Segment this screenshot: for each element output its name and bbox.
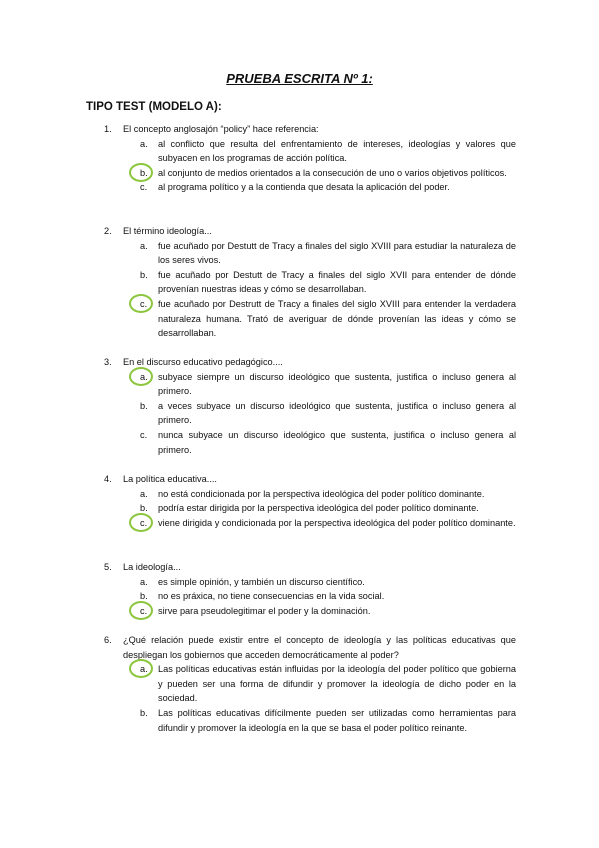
selected-answer-circle [129,163,153,182]
question-5 [104,560,516,618]
selected-answer-circle [129,294,153,313]
option-text: viene dirigida y condicionada por la perspectiva ideológica del poder político dominante. [158,517,516,528]
section-title: TIPO TEST (MODELO A): [86,101,222,113]
option-3a [140,370,516,399]
option-text: es simple opinión, y también un discurso científico. [158,576,365,587]
question-number: 6. [104,635,112,645]
question-text: La política educativa.... [123,474,217,484]
option-text: a veces subyace un discurso ideológico que sustenta, justifica o incluso genera al primero. [158,400,516,426]
option-letter: c. [140,429,148,440]
question-text: El término ideología... [123,226,212,236]
option-letter: b. [140,707,148,718]
option-letter: a. [140,240,148,251]
question-text: La ideología... [123,562,181,572]
option-text: nunca subyace un discurso ideológico que sustenta, justifica o incluso genera al primero. [158,429,516,455]
option-letter: c. [140,182,148,193]
question-text: ¿Qué relación puede existir entre el concepto de ideología y las políticas educativas que despliegan los gobiernos que acceden democráticamente al poder? [123,635,516,660]
option-text: no es práxica, no tiene consecuencias en la vida social. [158,591,385,602]
option-4b [140,501,516,516]
option-letter: b. [140,167,148,178]
option-letter: c. [140,298,148,309]
option-letter: b. [140,503,148,514]
question-number: 3. [104,357,112,367]
question-number: 1. [104,124,112,134]
option-letter: b. [140,591,148,602]
option-1c [140,180,516,195]
question-text: En el discurso educativo pedagógico.... [123,357,283,367]
option-text: no está condicionada por la perspectiva ideológica del poder político dominante. [158,488,485,499]
option-1a [140,137,516,166]
question-2 [104,224,516,341]
option-text: sirve para pseudolegitimar el poder y la dominación. [158,605,371,616]
option-letter: b. [140,400,148,411]
option-letter: a. [140,371,148,382]
option-3b [140,399,516,428]
option-letter: a. [140,488,148,499]
option-letter: a. [140,138,148,149]
option-text: Las políticas educativas están influidas por la ideología del poder político que gobierna y pueden ser una forma de difundir y promover la ideología de dicho poder en la sociedad. [158,664,516,704]
option-2a [140,239,516,268]
option-text: al conjunto de medios orientados a la consecución de uno o varios objetivos políticos. [158,167,507,178]
option-letter: c. [140,517,148,528]
question-6 [104,633,516,735]
question-number: 2. [104,226,112,236]
option-4c [140,516,516,531]
selected-answer-circle [129,601,153,620]
option-2c [140,297,516,341]
option-text: al programa político y a la contienda que desata la aplicación del poder. [158,182,450,193]
page-title: PRUEBA ESCRITA Nº 1: [226,71,373,86]
option-6a [140,662,516,706]
option-5a [140,575,516,590]
option-6b [140,706,516,735]
option-text: podría estar dirigida por la perspectiva ideológica del poder político dominante. [158,503,479,514]
option-text: fue acuñado por Destutt de Tracy a finales del siglo XVIII para estudiar la naturaleza de los seres vivos. [158,240,516,266]
option-text: subyace siempre un discurso ideológico que sustenta, justifica o incluso genera al primero. [158,371,516,397]
option-text: al conflicto que resulta del enfrentamiento de intereses, ideologías y valores que subyacen en los programas de acción política. [158,138,516,164]
option-5c [140,604,516,619]
option-4a [140,487,516,502]
option-letter: a. [140,664,148,675]
option-letter: b. [140,269,148,280]
question-text: El concepto anglosajón “policy” hace referencia: [123,124,319,134]
selected-answer-circle [129,513,153,532]
question-number: 5. [104,562,112,572]
option-3c [140,428,516,457]
selected-answer-circle [129,367,153,386]
option-text: fue acuñado por Destutt de Tracy a finales del siglo XVII para entender de dónde provenían nuestras ideas y cómo se desarrollaban. [158,269,516,295]
option-text: Las políticas educativas difícilmente pueden ser utilizadas como herramientas para difundir y promover la ideología en la que se basa el poder político reinante. [158,707,516,733]
option-text: fue acuñado por Destrutt de Tracy a finales del siglo XVIII para entender la verdadera naturaleza humana. Trató de averiguar de dónde provenían las ideas y cómo se desarrollaban. [158,298,516,339]
option-2b [140,268,516,297]
option-1b [140,166,516,181]
option-letter: c. [140,605,148,616]
question-number: 4. [104,474,112,484]
question-3 [104,355,516,457]
option-5b [140,589,516,604]
question-1 [104,122,516,195]
question-4 [104,472,516,530]
option-letter: a. [140,576,148,587]
